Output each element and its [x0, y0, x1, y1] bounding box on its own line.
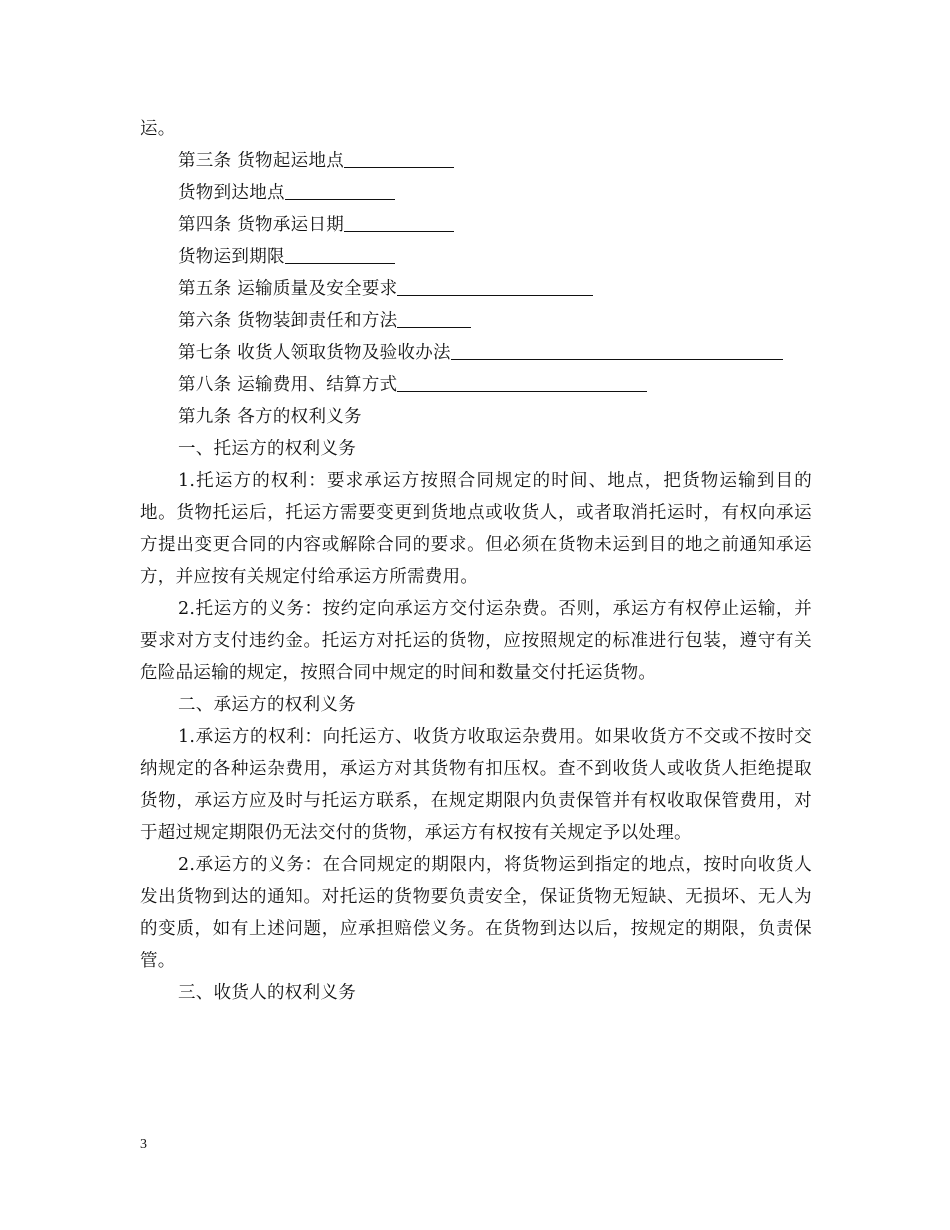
deadline-blank: [285, 245, 395, 264]
section-2-heading: 二、承运方的权利义务: [178, 695, 356, 715]
origin-blank: [344, 149, 454, 168]
page-number: 3: [140, 1137, 147, 1152]
shipper-rights-paragraph: 1.托运方的权利：要求承运方按照合同规定的时间、地点，把货物运输到目的地。货物托运后，托运方需要变更到货地点或收货人，或者取消托运时，有权向承运方提出变更合同的内容或解除合同的要求。但必须在货物未运到目的地之前通知承运方，并应按有关规定付给承运方所需费用。: [140, 471, 812, 587]
destination-text: 货物到达地点: [178, 183, 285, 203]
article-5-quality: [140, 273, 812, 305]
section-3-heading: 三、收货人的权利义务: [178, 983, 356, 1003]
article-8-text: 第八条 运输费用、结算方式: [178, 375, 398, 395]
destination-line: [140, 177, 812, 209]
date-blank: [344, 213, 454, 232]
deadline-text: 货物运到期限: [178, 247, 285, 267]
article-5-text: 第五条 运输质量及安全要求: [178, 279, 398, 299]
article-3-origin: [140, 145, 812, 177]
carrier-duties-paragraph: 2.承运方的义务：在合同规定的期限内，将货物运到指定的地点，按时向收货人发出货物到达的通知。对托运的货物要负责安全，保证货物无短缺、无损坏、无人为的变质，如有上述问题，应承担赔偿义务。在货物到达以后，按规定的期限，负责保管。: [140, 855, 812, 971]
article-3-text: 第三条 货物起运地点: [178, 151, 345, 171]
article-4-date: [140, 209, 812, 241]
fees-blank: [397, 373, 647, 392]
section-1-heading: 一、托运方的权利义务: [178, 439, 356, 459]
shipper-duties-paragraph: 2.托运方的义务：按约定向承运方交付运杂费。否则，承运方有权停止运输，并要求对方支付违约金。托运方对托运的货物，应按照规定的标准进行包装，遵守有关危险品运输的规定，按照合同中规定的时间和数量交付托运货物。: [140, 599, 812, 683]
article-7-receiving: [140, 337, 812, 369]
article-8-fees: [140, 369, 812, 401]
document-body: [140, 113, 812, 1009]
destination-blank: [285, 181, 395, 200]
article-6-text: 第六条 货物装卸责任和方法: [178, 311, 398, 331]
article-6-loading: [140, 305, 812, 337]
continued-line: 运。: [140, 119, 176, 139]
article-7-text: 第七条 收货人领取货物及验收办法: [178, 343, 451, 363]
receiving-blank: [451, 341, 783, 360]
carrier-rights-paragraph: 1.承运方的权利：向托运方、收货方收取运杂费用。如果收货方不交或不按时交纳规定的各种运杂费用，承运方对其货物有扣压权。查不到收货人或收货人拒绝提取货物，承运方应及时与托运方联系，在规定期限内负责保管并有权收取保管费用，对于超过规定期限仍无法交付的货物，承运方有权按有关规定予以处理。: [140, 727, 812, 843]
loading-blank: [397, 309, 471, 328]
article-9-heading: 第九条 各方的权利义务: [178, 407, 362, 427]
article-4-text: 第四条 货物承运日期: [178, 215, 345, 235]
deadline-line: [140, 241, 812, 273]
quality-blank: [397, 277, 593, 296]
